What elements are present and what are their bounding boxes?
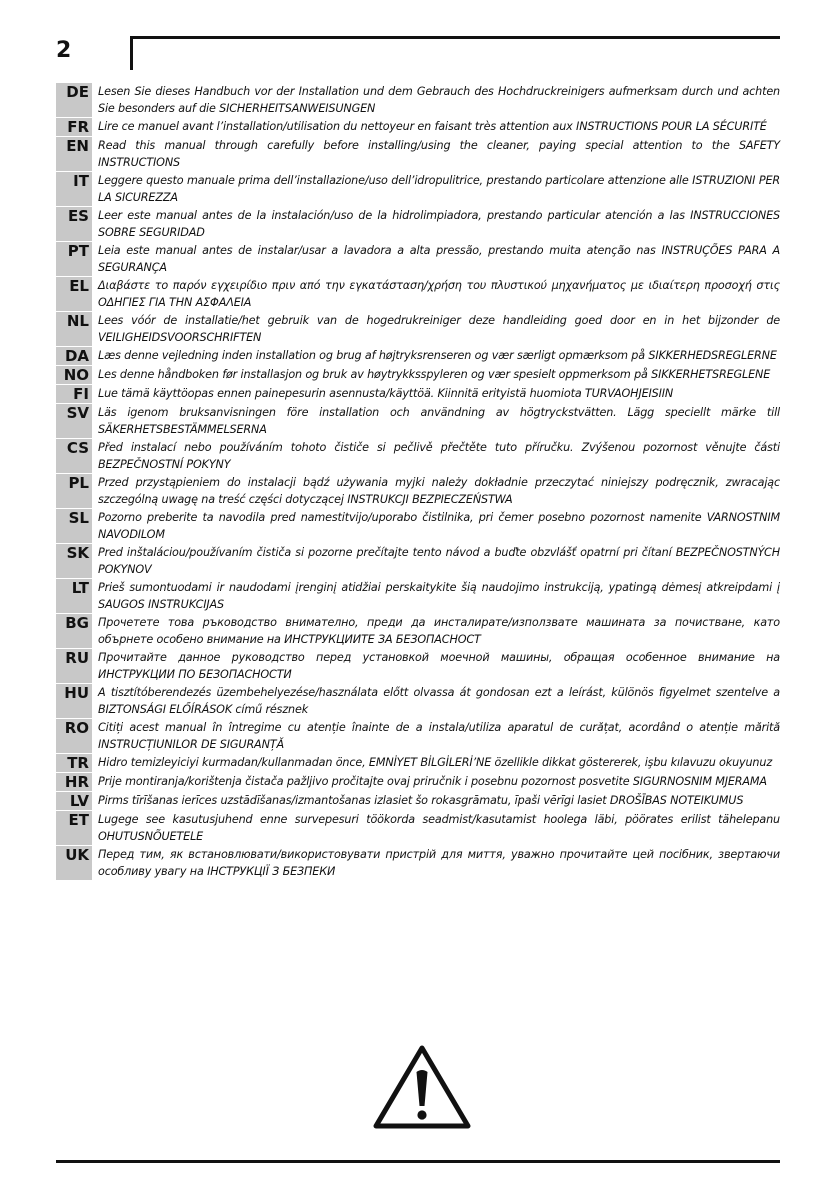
language-code: TR: [56, 754, 92, 772]
language-code: NL: [56, 312, 92, 346]
language-list: [56, 82, 780, 880]
language-row-lv: [56, 791, 780, 810]
language-row-hu: [56, 683, 780, 718]
language-code: SV: [56, 404, 92, 438]
language-code: EL: [56, 277, 92, 311]
language-instruction-text: Pozorno preberite ta navodila pred namestitvijo/uporabo čistilnika, pri čemer posebno pozornost namenite VARNOSTNIM NAVODILOM: [98, 511, 780, 541]
language-instruction-text: Leer este manual antes de la instalación/uso de la hidrolimpiadora, prestando particular atención a las INSTRUCCIONES SOBRE SEGURIDAD: [98, 209, 780, 239]
language-row-hr: [56, 772, 780, 791]
language-row-el: [56, 276, 780, 311]
language-instruction-text: Läs igenom bruksanvisningen före installation och användning av högtryckstvätten. Lägg speciellt märke till SÄKERHETSBESTÄMMELSERNA: [98, 406, 780, 436]
language-instruction-text: Przed przystąpieniem do instalacji bądź używania myjki należy dokładnie przeczytać niniejszy podręcznik, zwracając szczególną uwagę na treść części dotyczącej INSTRUKCJI BEZPIECZEŃSTWA: [98, 476, 780, 506]
language-instruction-text: Les denne håndboken før installasjon og bruk av høytrykksspyleren og vær spesielt oppmerksom på SIKKERHETSREGLENE: [98, 368, 771, 381]
language-instruction-text: Hidro temizleyiciyi kurmadan/kullanmadan önce, EMNİYET BİLGİLERİ’NE özellikle dikkat göstererek, işbu kılavuzu okuyunuz: [98, 756, 773, 769]
language-code: HU: [56, 684, 92, 718]
language-row-bg: [56, 613, 780, 648]
language-instruction-text: Prieš sumontuodami ir naudodami įrenginį atidžiai perskaitykite šią naudojimo instrukciją, ypatingą dėmesį atkreipdami į SAUGOS INSTRUKCIJAS: [98, 581, 780, 611]
language-instruction-text: Lue tämä käyttöopas ennen painepesurin asennusta/käyttöä. Kiinnitä erityistä huomiota TURVAOHJEISIIN: [98, 387, 674, 400]
language-row-uk: [56, 845, 780, 880]
language-row-en: [56, 136, 780, 171]
language-instruction-text: Lees vóór de installatie/het gebruik van de hogedrukreiniger deze handleiding goed door en in het bijzonder de VEILIGHEIDSVOORSCHRIFTEN: [98, 314, 780, 344]
language-code: ES: [56, 207, 92, 241]
language-code: HR: [56, 773, 92, 791]
language-code: LT: [56, 579, 92, 613]
language-row-es: [56, 206, 780, 241]
language-instruction-text: Read this manual through carefully before installing/using the cleaner, paying special attention to the SAFETY INSTRUCTIONS: [98, 139, 780, 169]
language-code: DE: [56, 83, 92, 117]
language-code: LV: [56, 792, 92, 810]
page-number: 2: [56, 38, 72, 63]
language-instruction-text: Прочитайте данное руководство перед установкой моечной машины, обращая особенное внимание на ИНСТРУКЦИИ ПО БЕЗОПАСНОСТИ: [98, 651, 780, 681]
language-instruction-text: Leggere questo manuale prima dell’installazione/uso dell’idropulitrice, prestando particolare attenzione alle ISTRUZIONI PER LA SICUREZZA: [98, 174, 780, 204]
language-code: CS: [56, 439, 92, 473]
language-instruction-text: Перед тим, як встановлювати/використовувати пристрій для миття, уважно прочитайте цей посібник, звертаючи особливу увагу на ІНСТРУКЦІЇ З БЕЗПЕКИ: [98, 848, 780, 878]
language-code: SL: [56, 509, 92, 543]
language-instruction-text: Lesen Sie dieses Handbuch vor der Installation und dem Gebrauch des Hochdruckreinigers aufmerksam durch und achten Sie besonders auf die SICHERHEITSANWEISUNGEN: [98, 85, 780, 115]
language-instruction-text: Прочетете това ръководство внимателно, преди да инсталирате/използвате машината за почистване, като обърнете особено внимание на ИНСТРУКЦИИТЕ ЗА БЕЗОПАСНОСТ: [98, 616, 780, 646]
language-row-sv: [56, 403, 780, 438]
language-row-fr: [56, 117, 780, 136]
language-code: FR: [56, 118, 92, 136]
language-instruction-text: Διαβάστε το παρόν εγχειρίδιο πριν από την εγκατάσταση/χρήση του πλυστικού μηχανήματος με ιδιαίτερη προσοχή στις ΟΔΗΓΙΕΣ ΓΙΑ ΤΗΝ ΑΣΦΑΛΕΙΑ: [98, 279, 780, 309]
language-code: PL: [56, 474, 92, 508]
language-row-tr: [56, 753, 780, 772]
language-row-it: [56, 171, 780, 206]
language-code: ET: [56, 811, 92, 845]
language-row-sk: [56, 543, 780, 578]
language-row-ro: [56, 718, 780, 753]
language-code: RU: [56, 649, 92, 683]
language-code: EN: [56, 137, 92, 171]
language-instruction-text: Před instalací nebo používáním tohoto čističe si pečlivě přečtěte tuto příručku. Zvýšenou pozornost věnujte části BEZPEČNOSTNÍ POKYNY: [98, 441, 780, 471]
language-code: SK: [56, 544, 92, 578]
language-row-fi: [56, 384, 780, 403]
language-instruction-text: Leia este manual antes de instalar/usar a lavadora a alta pressão, prestando muita atenção nas INSTRUÇÕES PARA A SEGURANÇA: [98, 244, 780, 274]
language-instruction-text: Læs denne vejledning inden installation og brug af højtryksrenseren og vær særligt opmærksom på SIKKERHEDSREGLERNE: [98, 349, 777, 362]
language-instruction-text: Pred inštaláciou/používaním čističa si pozorne prečítajte tento návod a buďte obzvlášť opatrní pri čítaní BEZPEČNOSTNÝCH POKYNOV: [98, 546, 780, 576]
language-instruction-text: Citiți acest manual în întregime cu atenție înainte de a instala/utiliza aparatul de curățat, acordând o atenție mărită INSTRUCȚIUNILOR DE SIGURANȚĂ: [98, 721, 780, 751]
language-code: NO: [56, 366, 92, 384]
language-row-cs: [56, 438, 780, 473]
language-row-nl: [56, 311, 780, 346]
footer-rule: [56, 1160, 780, 1163]
language-row-et: [56, 810, 780, 845]
language-code: FI: [56, 385, 92, 403]
language-row-de: [56, 82, 780, 117]
language-code: UK: [56, 846, 92, 880]
language-row-lt: [56, 578, 780, 613]
language-code: DA: [56, 347, 92, 365]
language-instruction-text: A tisztítóberendezés üzembehelyezése/használata előtt olvassa át gondosan ezt a leírást, különös figyelmet szentelve a BIZTONSÁGI ELŐÍRÁSOK című résznek: [98, 686, 780, 716]
language-row-no: [56, 365, 780, 384]
warning-triangle-icon: [372, 1044, 472, 1130]
language-instruction-text: Lugege see kasutusjuhend enne survepesuri töökorda seadmist/kasutamist hoolega läbi, pöörates erilist tähelepanu OHUTUSNÕUETELE: [98, 813, 780, 843]
language-code: BG: [56, 614, 92, 648]
header-frame: [130, 36, 780, 70]
language-row-pl: [56, 473, 780, 508]
language-instruction-text: Lire ce manuel avant l’installation/utilisation du nettoyeur en faisant très attention aux INSTRUCTIONS POUR LA SÉCURITÉ: [98, 120, 767, 133]
language-row-sl: [56, 508, 780, 543]
language-row-pt: [56, 241, 780, 276]
language-instruction-text: Prije montiranja/korištenja čistača pažljivo pročitajte ovaj priručnik i posebnu pozornost posvetite SIGURNOSNIM MJERAMA: [98, 775, 767, 788]
language-code: IT: [56, 172, 92, 206]
language-code: PT: [56, 242, 92, 276]
language-instruction-text: Pirms tīrīšanas ierīces uzstādīšanas/izmantošanas izlasiet šo rokasgrāmatu, īpaši vērīgi lasiet DROŠĪBAS NOTEIKUMUS: [98, 794, 744, 807]
language-row-ru: [56, 648, 780, 683]
language-row-da: [56, 346, 780, 365]
language-code: RO: [56, 719, 92, 753]
